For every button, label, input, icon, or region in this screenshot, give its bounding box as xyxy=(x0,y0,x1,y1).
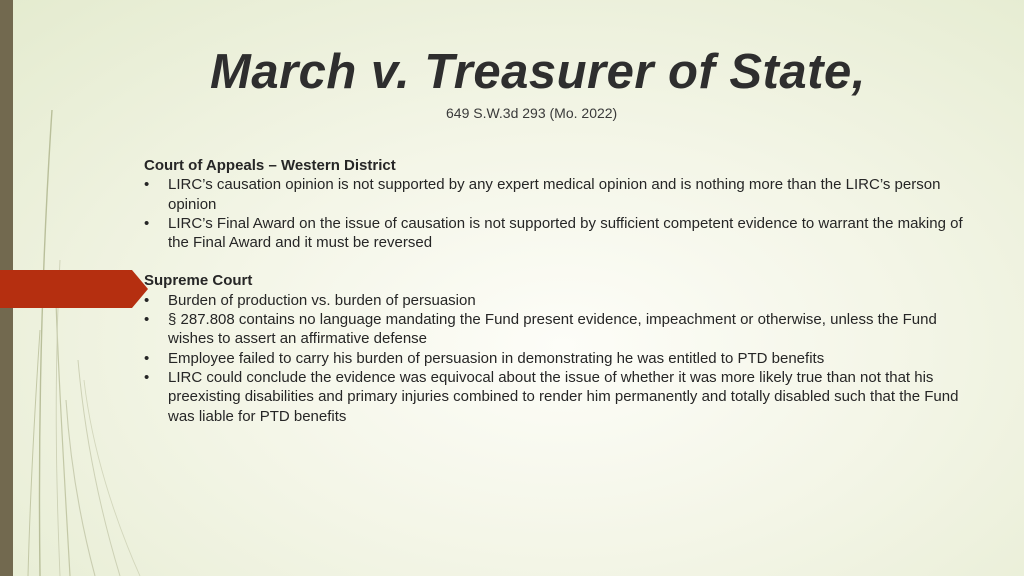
bullet-marker: • xyxy=(144,291,150,309)
list-item xyxy=(144,310,964,349)
slide-title: March v. Treasurer of State, xyxy=(210,45,866,99)
list-item xyxy=(144,214,964,253)
bullet-text: Burden of production vs. burden of persuasion xyxy=(168,291,476,309)
court-of-appeals-bullets xyxy=(144,175,964,252)
list-item xyxy=(144,291,964,310)
bullet-text: LIRC’s Final Award on the issue of causation is not supported by sufficient competent evidence to warrant the making of the Final Award and it must be reversed xyxy=(168,214,963,252)
bullet-marker: • xyxy=(144,214,150,232)
bullet-marker: • xyxy=(144,368,150,386)
bullet-text: § 287.808 contains no language mandating the Fund present evidence, impeachment or otherwise, unless the Fund wishes to assert an affirmative defense xyxy=(168,311,937,348)
bullet-marker: • xyxy=(144,176,150,194)
bullet-marker: • xyxy=(144,311,150,329)
list-item xyxy=(144,368,964,426)
section-heading-court-of-appeals: Court of Appeals – Western District xyxy=(144,157,396,174)
list-item xyxy=(144,175,964,214)
supreme-court-bullets xyxy=(144,291,964,426)
bullet-text: LIRC’s causation opinion is not supported by any expert medical opinion and is nothing more than the LIRC’s person opinion xyxy=(168,176,941,213)
bullet-text: LIRC could conclude the evidence was equivocal about the issue of whether it was more likely true than not that his preexisting disabilities and primary injuries combined to render him permanently and totally disabled such that the Fund was liable for PTD benefits xyxy=(168,368,959,425)
section-heading-supreme-court: Supreme Court xyxy=(144,272,253,290)
case-citation: 649 S.W.3d 293 (Mo. 2022) xyxy=(446,105,618,121)
bullet-text: Employee failed to carry his burden of persuasion in demonstrating he was entitled to PTD benefits xyxy=(168,349,825,367)
list-item xyxy=(144,349,964,368)
slide-content xyxy=(144,156,964,426)
accent-tab xyxy=(0,270,132,308)
bullet-marker: • xyxy=(144,349,150,367)
